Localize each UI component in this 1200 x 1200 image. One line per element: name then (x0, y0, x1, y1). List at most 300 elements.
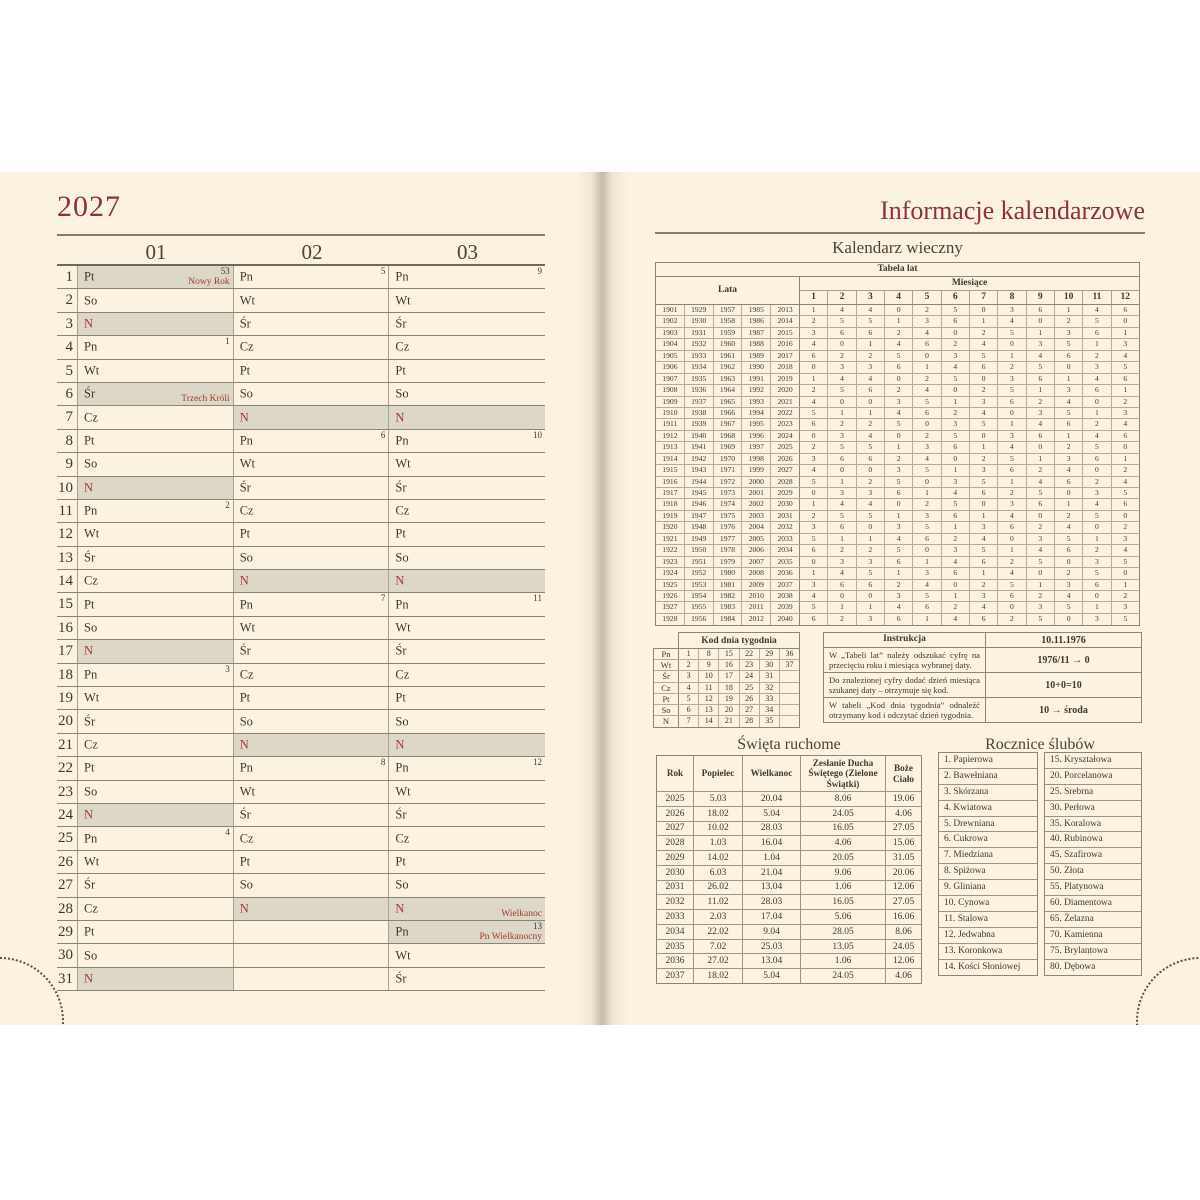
calendar-row (57, 430, 545, 453)
instructions-table (823, 632, 1142, 723)
month-code-cell: 3 (828, 557, 856, 567)
year-cell: 1901 (656, 305, 685, 315)
calendar-day-cell (234, 430, 390, 452)
feast-cell: 13.05 (801, 940, 886, 954)
year-cell: 1959 (714, 328, 743, 338)
perpetual-calendar-table (655, 262, 1140, 626)
month-code-cell: 1 (857, 339, 885, 349)
calendar-day-cell (389, 804, 545, 826)
month-code-cell: 4 (800, 465, 828, 475)
calendar-day-cell (78, 360, 234, 382)
year-cell: 2013 (771, 305, 800, 315)
month-code-cell: 2 (828, 351, 856, 361)
feast-cell: 4.06 (895, 971, 912, 982)
month-code-cell: 2 (857, 351, 885, 361)
month-code-cell: 5 (857, 568, 885, 578)
calendar-day-cell (78, 827, 234, 849)
month-code-cell: 3 (998, 374, 1026, 384)
calendar-day-cell (389, 477, 545, 499)
year-cell: 2015 (771, 328, 800, 338)
day-of-week-label: So (84, 293, 98, 308)
day-of-week-label: Pt (395, 363, 406, 378)
year-cell: 1954 (685, 591, 714, 601)
month-code-cell: 6 (1123, 499, 1128, 509)
calendar-day-number: 2 (57, 289, 78, 311)
calendar-day-cell (389, 757, 545, 779)
month-code-cell: 4 (942, 362, 970, 372)
year-cell: 2006 (742, 545, 771, 555)
feast-row (657, 924, 921, 939)
feast-cell: 2033 (657, 910, 694, 924)
month-code-cell: 2 (998, 362, 1026, 372)
feast-cell: 27.02 (694, 954, 743, 968)
calendar-day-number: 1 (57, 266, 78, 288)
month-code-cell: 5 (1083, 568, 1111, 578)
month-code-cell: 0 (885, 374, 913, 384)
month-code-cell: 6 (970, 488, 998, 498)
month-code-cell: 2 (857, 419, 885, 429)
calendar-day-cell (78, 874, 234, 896)
year-cell: 1973 (714, 488, 743, 498)
code-cell: 25 (740, 683, 760, 693)
month-code-cell: 5 (998, 385, 1026, 395)
feast-cell: 9.06 (801, 866, 886, 880)
calendar-row (57, 406, 545, 429)
month-code-cell: 3 (857, 557, 885, 567)
feast-cell: 2028 (657, 836, 694, 850)
calendar-row (57, 874, 545, 897)
calendar-day-number: 31 (57, 968, 78, 990)
month-code-cell: 4 (1123, 350, 1128, 360)
day-of-week-label: So (84, 948, 98, 963)
month-code-cell: 6 (1083, 580, 1111, 590)
calendar-day-cell (234, 406, 390, 428)
month-code-cell: 4 (857, 374, 885, 384)
calendar-day-cell (389, 570, 545, 592)
calendar-day-cell (234, 874, 390, 896)
month-code-cell: 3 (800, 328, 828, 338)
year-cell: 1998 (742, 454, 771, 464)
anniversary-item: 10. Cynowa (939, 896, 1037, 912)
calendar-row (57, 617, 545, 640)
feast-row (657, 821, 921, 836)
year-cell: 1916 (656, 477, 685, 487)
year-cell: 1988 (742, 339, 771, 349)
day-of-week-label: Wt (239, 456, 255, 471)
calendar-row (57, 360, 545, 383)
year-cell: 1967 (714, 419, 743, 429)
month-number-header: 12 (1120, 292, 1131, 302)
feast-cell: 20.06 (892, 867, 915, 878)
month-code-cell: 5 (1083, 511, 1111, 521)
code-cell (780, 683, 799, 693)
month-code-cell: 0 (885, 499, 913, 509)
week-number: 7 (380, 593, 386, 604)
day-of-week-label: N (84, 971, 94, 986)
year-cell: 1971 (714, 465, 743, 475)
month-code-cell: 0 (1083, 465, 1111, 475)
day-of-week-label: N (84, 480, 94, 495)
calendar-day-cell (234, 781, 390, 803)
calendar-day-cell (234, 313, 390, 335)
calendar-day-number: 19 (57, 687, 78, 709)
month-code-cell: 4 (942, 488, 970, 498)
month-code-cell: 6 (885, 488, 913, 498)
day-of-week-label: Cz (395, 339, 410, 354)
month-code-cell: 0 (942, 328, 970, 338)
calendar-day-number: 12 (57, 523, 78, 545)
anniversary-item: 25. Srebrna (1045, 785, 1141, 801)
day-of-week-label: Śr (84, 386, 96, 401)
feast-row (657, 968, 921, 983)
calendar-day-cell (234, 851, 390, 873)
code-cell: 14 (699, 716, 719, 727)
year-cell: 2018 (771, 362, 800, 372)
feast-column-header: Zesłanie Ducha Świętego (Zielone Świątki) (801, 756, 886, 791)
month-code-cell: 3 (800, 522, 828, 532)
month-code-cell: 2 (828, 419, 856, 429)
month-number-header: 9 (1027, 291, 1055, 304)
year-cell: 1908 (656, 385, 685, 395)
year-cell: 1928 (656, 614, 685, 625)
feast-cell: 7.02 (694, 940, 743, 954)
feast-cell: 28.05 (801, 925, 886, 939)
calendar-day-cell (389, 360, 545, 382)
perpetual-row (656, 385, 1139, 396)
month-code-cell: 0 (970, 305, 998, 315)
day-of-week-label: Śr (239, 643, 251, 658)
feast-cell: 20.05 (801, 851, 886, 865)
calendar-day-cell (389, 734, 545, 756)
month-code-cell: 2 (942, 602, 970, 612)
month-code-cell: 0 (1123, 568, 1128, 578)
calendar-row (57, 477, 545, 500)
calendar-day-cell (389, 336, 545, 358)
instructions-header (824, 633, 1141, 647)
years-table-title: Tabela lat (656, 263, 1139, 277)
year-cell: 1934 (685, 362, 714, 372)
month-code-cell: 2 (1055, 442, 1083, 452)
calendar-day-number: 30 (57, 944, 78, 966)
calendar-day-cell (234, 968, 390, 990)
perpetual-calendar-heading: Kalendarz wieczny (832, 238, 963, 257)
month-code-cell: 1 (885, 511, 913, 521)
month-code-cell: 5 (998, 454, 1026, 464)
perpetual-rows (656, 305, 1139, 625)
month-code-cell: 3 (857, 362, 885, 372)
year-cell: 2024 (771, 431, 800, 441)
month-number-header: 11 (1083, 291, 1111, 304)
day-of-week-label: Śr (395, 316, 407, 331)
day-of-week-label: N (395, 573, 405, 588)
day-of-week-label: Wt (395, 293, 411, 308)
day-code-table (653, 632, 800, 728)
year-cell: 2036 (771, 568, 800, 578)
feast-cell: 1.06 (801, 881, 886, 895)
year-cell: 1964 (714, 385, 743, 395)
month-code-cell: 1 (828, 534, 856, 544)
code-cell: 36 (785, 649, 794, 658)
month-code-cell: 0 (1055, 362, 1083, 372)
feast-cell: 6.03 (694, 866, 743, 880)
feast-cell: 2025 (657, 792, 694, 806)
month-code-cell: 2 (1027, 397, 1055, 407)
day-of-week-label: Pn (84, 831, 98, 846)
month-code-cell: 0 (998, 602, 1026, 612)
calendar-row (57, 453, 545, 476)
month-code-cell: 1 (800, 499, 828, 509)
month-code-cell: 0 (828, 397, 856, 407)
month-code-cell: 6 (998, 522, 1026, 532)
month-code-cell: 4 (1083, 499, 1111, 509)
anniversary-item: 75. Brylantowa (1045, 944, 1141, 960)
month-code-cell: 1 (828, 602, 856, 612)
feast-cell: 16.05 (801, 895, 886, 909)
month-code-cell: 1 (800, 374, 828, 384)
month-code-cell: 1 (942, 522, 970, 532)
example-date: 10.11.1976 (1041, 634, 1086, 646)
month-code-cell: 6 (1083, 454, 1111, 464)
year-cell: 2035 (771, 557, 800, 567)
month-code-cell: 0 (1027, 442, 1055, 452)
month-code-cell: 5 (1123, 362, 1128, 372)
calendar-day-cell (389, 266, 545, 288)
month-code-cell: 5 (800, 408, 828, 418)
month-code-cell: 6 (885, 614, 913, 625)
month-code-cell: 1 (1083, 602, 1111, 612)
month-code-cell: 5 (1123, 556, 1128, 566)
calendar-day-cell (78, 617, 234, 639)
year-cell: 1941 (685, 442, 714, 452)
month-code-cell: 3 (885, 465, 913, 475)
month-header-01: 01 (145, 240, 167, 264)
anniversary-item: 80. Dębowa (1050, 961, 1096, 972)
calendar-row (57, 289, 545, 312)
feast-cell: 12.06 (892, 956, 915, 967)
perpetual-row (656, 465, 1139, 476)
month-code-cell: 0 (828, 465, 856, 475)
calendar-day-number: 26 (57, 851, 78, 873)
calendar-day-cell (389, 687, 545, 709)
day-of-week-label: Pn (84, 503, 98, 518)
perpetual-row (656, 431, 1139, 442)
month-code-cell: 5 (970, 477, 998, 487)
year-cell: 1907 (656, 374, 685, 384)
calendar-day-cell (389, 710, 545, 732)
day-code-row (654, 716, 799, 727)
month-code-cell: 5 (857, 442, 885, 452)
anniversary-item: 11. Stalowa (939, 912, 1037, 928)
feast-cell: 14.02 (694, 851, 743, 865)
year-cell: 1915 (656, 465, 685, 475)
day-of-week-label: Pt (84, 269, 95, 284)
year-cell: 1965 (714, 397, 743, 407)
movable-feasts-header (657, 756, 921, 791)
month-code-cell: 5 (998, 328, 1026, 338)
instruction-text: W tabeli „Kod dnia tygodnia” odnaleźć otrzymany kod i odczytać dzień tygodnia. (824, 698, 986, 722)
month-code-cell: 0 (913, 477, 941, 487)
month-code-cell: 3 (1123, 339, 1128, 349)
month-code-cell: 5 (942, 374, 970, 384)
day-of-week-label: Śr (84, 877, 96, 892)
month-code-cell: 1 (942, 591, 970, 601)
month-code-cell: 6 (828, 580, 856, 590)
year-cell: 1911 (656, 419, 685, 429)
calendar-row (57, 827, 545, 850)
perpetual-row (656, 351, 1139, 362)
calendar-day-number: 11 (57, 500, 78, 522)
year-cell: 2027 (771, 465, 800, 475)
month-code-cell: 6 (913, 534, 941, 544)
feast-cell: 2026 (657, 807, 694, 821)
month-code-cell: 1 (970, 511, 998, 521)
month-code-cell: 0 (857, 522, 885, 532)
instruction-row (824, 647, 1141, 672)
calendar-row (57, 898, 545, 921)
month-code-cell: 4 (998, 511, 1026, 521)
calendar-day-cell (78, 289, 234, 311)
perpetual-row (656, 305, 1139, 316)
anniversaries-heading: Rocznice ślubów (985, 736, 1095, 753)
month-code-cell: 1 (828, 477, 856, 487)
month-code-cell: 5 (828, 442, 856, 452)
perpetual-row (656, 374, 1139, 385)
calendar-day-cell (78, 851, 234, 873)
perpetual-row (656, 614, 1139, 625)
month-code-cell: 3 (998, 431, 1026, 441)
month-code-cell: 0 (913, 545, 941, 555)
year-cell: 1906 (656, 362, 685, 372)
anniversary-item: 7. Miedziana (939, 848, 1037, 864)
month-code-cell: 1 (1123, 579, 1128, 589)
year-cell: 1995 (742, 419, 771, 429)
day-of-week-label: Cz (239, 667, 254, 682)
month-code-cell: 3 (970, 522, 998, 532)
calendar-day-cell (234, 360, 390, 382)
calendar-day-number: 16 (57, 617, 78, 639)
month-code-cell: 3 (828, 488, 856, 498)
week-number: 5 (380, 266, 386, 276)
instruction-rows (824, 647, 1141, 722)
month-code-cell: 2 (998, 557, 1026, 567)
anniversary-item: 30. Perłowa (1045, 801, 1141, 817)
year-cell: 1936 (685, 385, 714, 395)
calendar-day-cell (389, 453, 545, 475)
month-code-cell: 0 (885, 431, 913, 441)
year-cell: 1994 (742, 408, 771, 418)
month-code-cell: 6 (800, 614, 828, 625)
month-number-header: 6 (942, 291, 970, 304)
year-cell: 1968 (714, 431, 743, 441)
calendar-row (57, 547, 545, 570)
calendar-day-cell (389, 430, 545, 452)
month-code-cell: 5 (800, 534, 828, 544)
year-cell: 1912 (656, 431, 685, 441)
month-number-header: 7 (970, 291, 998, 304)
anniversary-item: 3. Skórzana (939, 785, 1037, 801)
month-code-cell: 0 (942, 580, 970, 590)
month-code-cell: 3 (1027, 534, 1055, 544)
month-code-cell: 1 (885, 316, 913, 326)
month-number-header: 4 (885, 291, 913, 304)
month-code-cell: 5 (885, 477, 913, 487)
day-of-week-label: N (239, 901, 249, 916)
code-cell: 23 (740, 660, 760, 670)
calendar-day-number: 5 (57, 360, 78, 382)
month-code-cell: 6 (998, 397, 1026, 407)
code-cell: 7 (679, 716, 699, 727)
perpetual-row (656, 499, 1139, 510)
anniversary-item: 4. Kwiatowa (939, 801, 1037, 817)
month-code-cell: 1 (1055, 305, 1083, 315)
month-code-cell: 5 (1027, 362, 1055, 372)
feast-cell: 2030 (657, 866, 694, 880)
code-cell: 27 (740, 705, 760, 715)
month-code-cell: 6 (970, 362, 998, 372)
month-code-cell: 3 (1083, 488, 1111, 498)
month-code-cell: 3 (970, 397, 998, 407)
anniversary-item: 20. Porcelanowa (1045, 769, 1141, 785)
calendar-day-cell (78, 313, 234, 335)
year-cell: 1974 (714, 499, 743, 509)
code-cell: 28 (740, 716, 760, 727)
year-cell: 1929 (685, 305, 714, 315)
month-code-cell: 6 (970, 557, 998, 567)
year-cell: 1983 (714, 602, 743, 612)
day-of-week-label: Cz (239, 831, 254, 846)
year-cell: 1993 (742, 397, 771, 407)
month-code-cell: 2 (1055, 568, 1083, 578)
calendar-day-cell (78, 593, 234, 615)
month-code-cell: 5 (913, 465, 941, 475)
month-code-cell: 3 (942, 419, 970, 429)
month-code-cell: 2 (1123, 396, 1128, 406)
month-code-cell: 2 (1083, 351, 1111, 361)
code-cell: 35 (760, 716, 780, 727)
year-cell: 1992 (742, 385, 771, 395)
month-code-cell: 1 (857, 602, 885, 612)
code-cell: 11 (699, 683, 719, 693)
perpetual-row (656, 591, 1139, 602)
month-code-cell: 3 (942, 477, 970, 487)
code-cell: 6 (679, 705, 699, 715)
month-code-cell: 5 (913, 591, 941, 601)
year-cell: 1922 (656, 545, 685, 555)
feast-cell: 21.04 (743, 866, 801, 880)
calendar-day-cell (389, 781, 545, 803)
month-code-cell: 4 (1027, 477, 1055, 487)
planner-spread (0, 172, 1200, 1025)
feast-cell: 15.06 (892, 838, 915, 849)
feast-cell: 2034 (657, 925, 694, 939)
month-code-cell: 0 (998, 408, 1026, 418)
month-code-cell: 1 (1083, 339, 1111, 349)
month-code-cell: 6 (857, 580, 885, 590)
feast-cell: 16.05 (801, 822, 886, 836)
day-code-rows (653, 648, 800, 728)
calendar-day-number: 15 (57, 593, 78, 615)
year-cell: 1925 (656, 580, 685, 590)
year-cell: 1931 (685, 328, 714, 338)
month-code-cell: 3 (800, 454, 828, 464)
month-code-cell: 0 (998, 534, 1026, 544)
month-code-cell: 6 (1027, 305, 1055, 315)
month-code-cell: 3 (885, 397, 913, 407)
feast-cell: 27.05 (892, 897, 915, 908)
month-code-cell: 2 (1027, 465, 1055, 475)
year-cell: 2003 (742, 511, 771, 521)
year-cell: 2040 (771, 614, 800, 625)
